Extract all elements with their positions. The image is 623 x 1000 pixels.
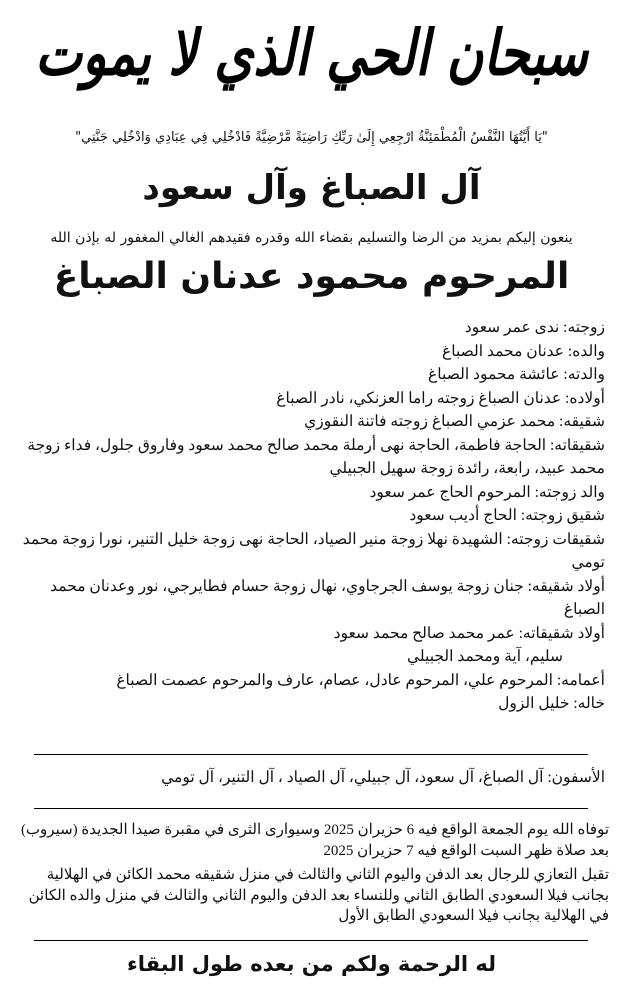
relative-value: الحاجة فاطمة، الحاجة نهى أرملة محمد صالح محمد سعود وفاروق جلول، فداء زوجة محمد عبيد، رابعة، رائدة زوجة سهيل الجبيلي xyxy=(27,436,605,477)
relative-row xyxy=(19,387,605,411)
relative-label: أولاد شقيقه: xyxy=(527,577,605,595)
relative-row xyxy=(19,316,605,340)
relative-label: والده: xyxy=(567,342,605,360)
relative-label: شقيقات زوجته: xyxy=(506,530,605,548)
divider-line xyxy=(34,940,588,941)
relative-label: والدته: xyxy=(563,366,605,383)
families-title: آل الصباغ وآل سعود xyxy=(142,168,481,208)
mourners-line xyxy=(19,768,605,787)
mourners-value: آل الصباغ، آل سعود، آل جبيلي، آل الصياد ، آل التنير، آل تومي xyxy=(161,769,544,786)
relative-value: الحاج أديب سعود xyxy=(409,507,517,524)
relative-row xyxy=(19,434,605,481)
relative-row xyxy=(19,504,605,528)
relative-row xyxy=(19,528,605,575)
relatives-list xyxy=(19,316,605,716)
relative-row xyxy=(19,692,605,716)
deceased-name: المرحوم محمود عدنان الصباغ xyxy=(53,256,570,297)
relative-value: عائشة محمود الصباغ xyxy=(428,366,560,383)
closing-text: له الرحمة ولكم من بعده طول البقاء xyxy=(127,952,496,976)
relative-label: شقيقاته: xyxy=(550,436,605,454)
relative-label: خاله: xyxy=(573,695,605,712)
relative-value: عدنان محمد الصباغ xyxy=(441,342,565,360)
relative-label: أولاد شقيقاته: xyxy=(518,624,605,642)
condolences-text: تقبل التعازي للرجال بعد الدفن واليوم الثاني والثالث في منزل شقيقه محمد الكائن في الهلالية بجانب فيلا السعودي الطابق الثاني وللنساء بعد الدفن واليوم الثاني والثالث في منزل والده الكائن في الهلالية بجانب فيلا السعودي الطابق الأول xyxy=(28,867,609,924)
relative-value: عمر محمد صالح محمد سعود xyxy=(333,624,515,642)
relative-row xyxy=(19,481,605,505)
calligraphy-text: سبحان الحي الذي لا يموت xyxy=(35,15,588,89)
relative-label: أعمامه: xyxy=(556,671,605,689)
relative-label: والد زوجته: xyxy=(534,483,605,501)
relative-row xyxy=(19,363,605,387)
relative-value: عدنان الصباغ زوجته راما العزنكي، نادر الصباغ xyxy=(276,389,562,407)
relative-value: ندى عمر سعود xyxy=(464,319,560,336)
relative-value: سليم، آية ومحمد الجبيلي xyxy=(407,648,563,665)
relative-label: زوجته: xyxy=(563,319,605,336)
relative-row xyxy=(19,645,605,669)
relative-value: الشهيدة نهلا زوجة منير الصياد، الحاجة نهى زوجة خليل التنير، نورا زوجة محمد تومي xyxy=(22,530,605,571)
relative-row xyxy=(19,575,605,622)
relative-label: شقيق زوجته: xyxy=(520,507,605,524)
divider-line xyxy=(34,754,588,755)
calligraphy-heading xyxy=(0,6,623,98)
relative-value: المرحوم علي، المرحوم عادل، عصام، عارف والمرحوم عصمت الصباغ xyxy=(116,671,553,689)
relative-value: محمد عزمي الصباغ زوجته فاتنة النقوزي xyxy=(304,413,556,430)
quran-verse: "يَا أَيَّتُهَا النَّفْسُ الْمُطْمَئِنَّةُ ارْجِعِي إِلَىٰ رَبِّكِ رَاضِيَةً مَّرْضِيَّةً فَادْخُلِي فِي عِبَادِي وَادْخُلِي جَنَّتِي" xyxy=(75,130,548,145)
mourners-label: الأسفون: xyxy=(547,769,605,786)
relative-label: شقيقه: xyxy=(559,413,605,430)
death-burial-text: توفاه الله يوم الجمعة الواقع فيه 6 حزيران 2025 وسيوارى الثرى في مقبرة صيدا الجديدة (سيروب) بعد صلاة ظهر السبت الواقع فيه 7 حزيران 2025 xyxy=(20,822,609,859)
funeral-details xyxy=(15,820,609,931)
relative-row xyxy=(19,622,605,646)
relative-value: جنان زوجة يوسف الجرجاوي، نهال زوجة حسام فطايرجي، نور وعدنان محمد الصباغ xyxy=(50,577,605,618)
relative-value: خليل الزول xyxy=(498,695,570,712)
relative-label: أولاده: xyxy=(565,389,605,407)
relative-row xyxy=(19,410,605,434)
divider-line xyxy=(34,808,588,809)
relative-value: المرحوم الحاج عمر سعود xyxy=(369,483,531,501)
relative-row xyxy=(19,340,605,364)
relative-row xyxy=(19,669,605,693)
announcement-text: ينعون إليكم بمزيد من الرضا والتسليم بقضاء الله وقدره فقيدهم الغالي المغفور له بإذن الله xyxy=(50,230,573,246)
